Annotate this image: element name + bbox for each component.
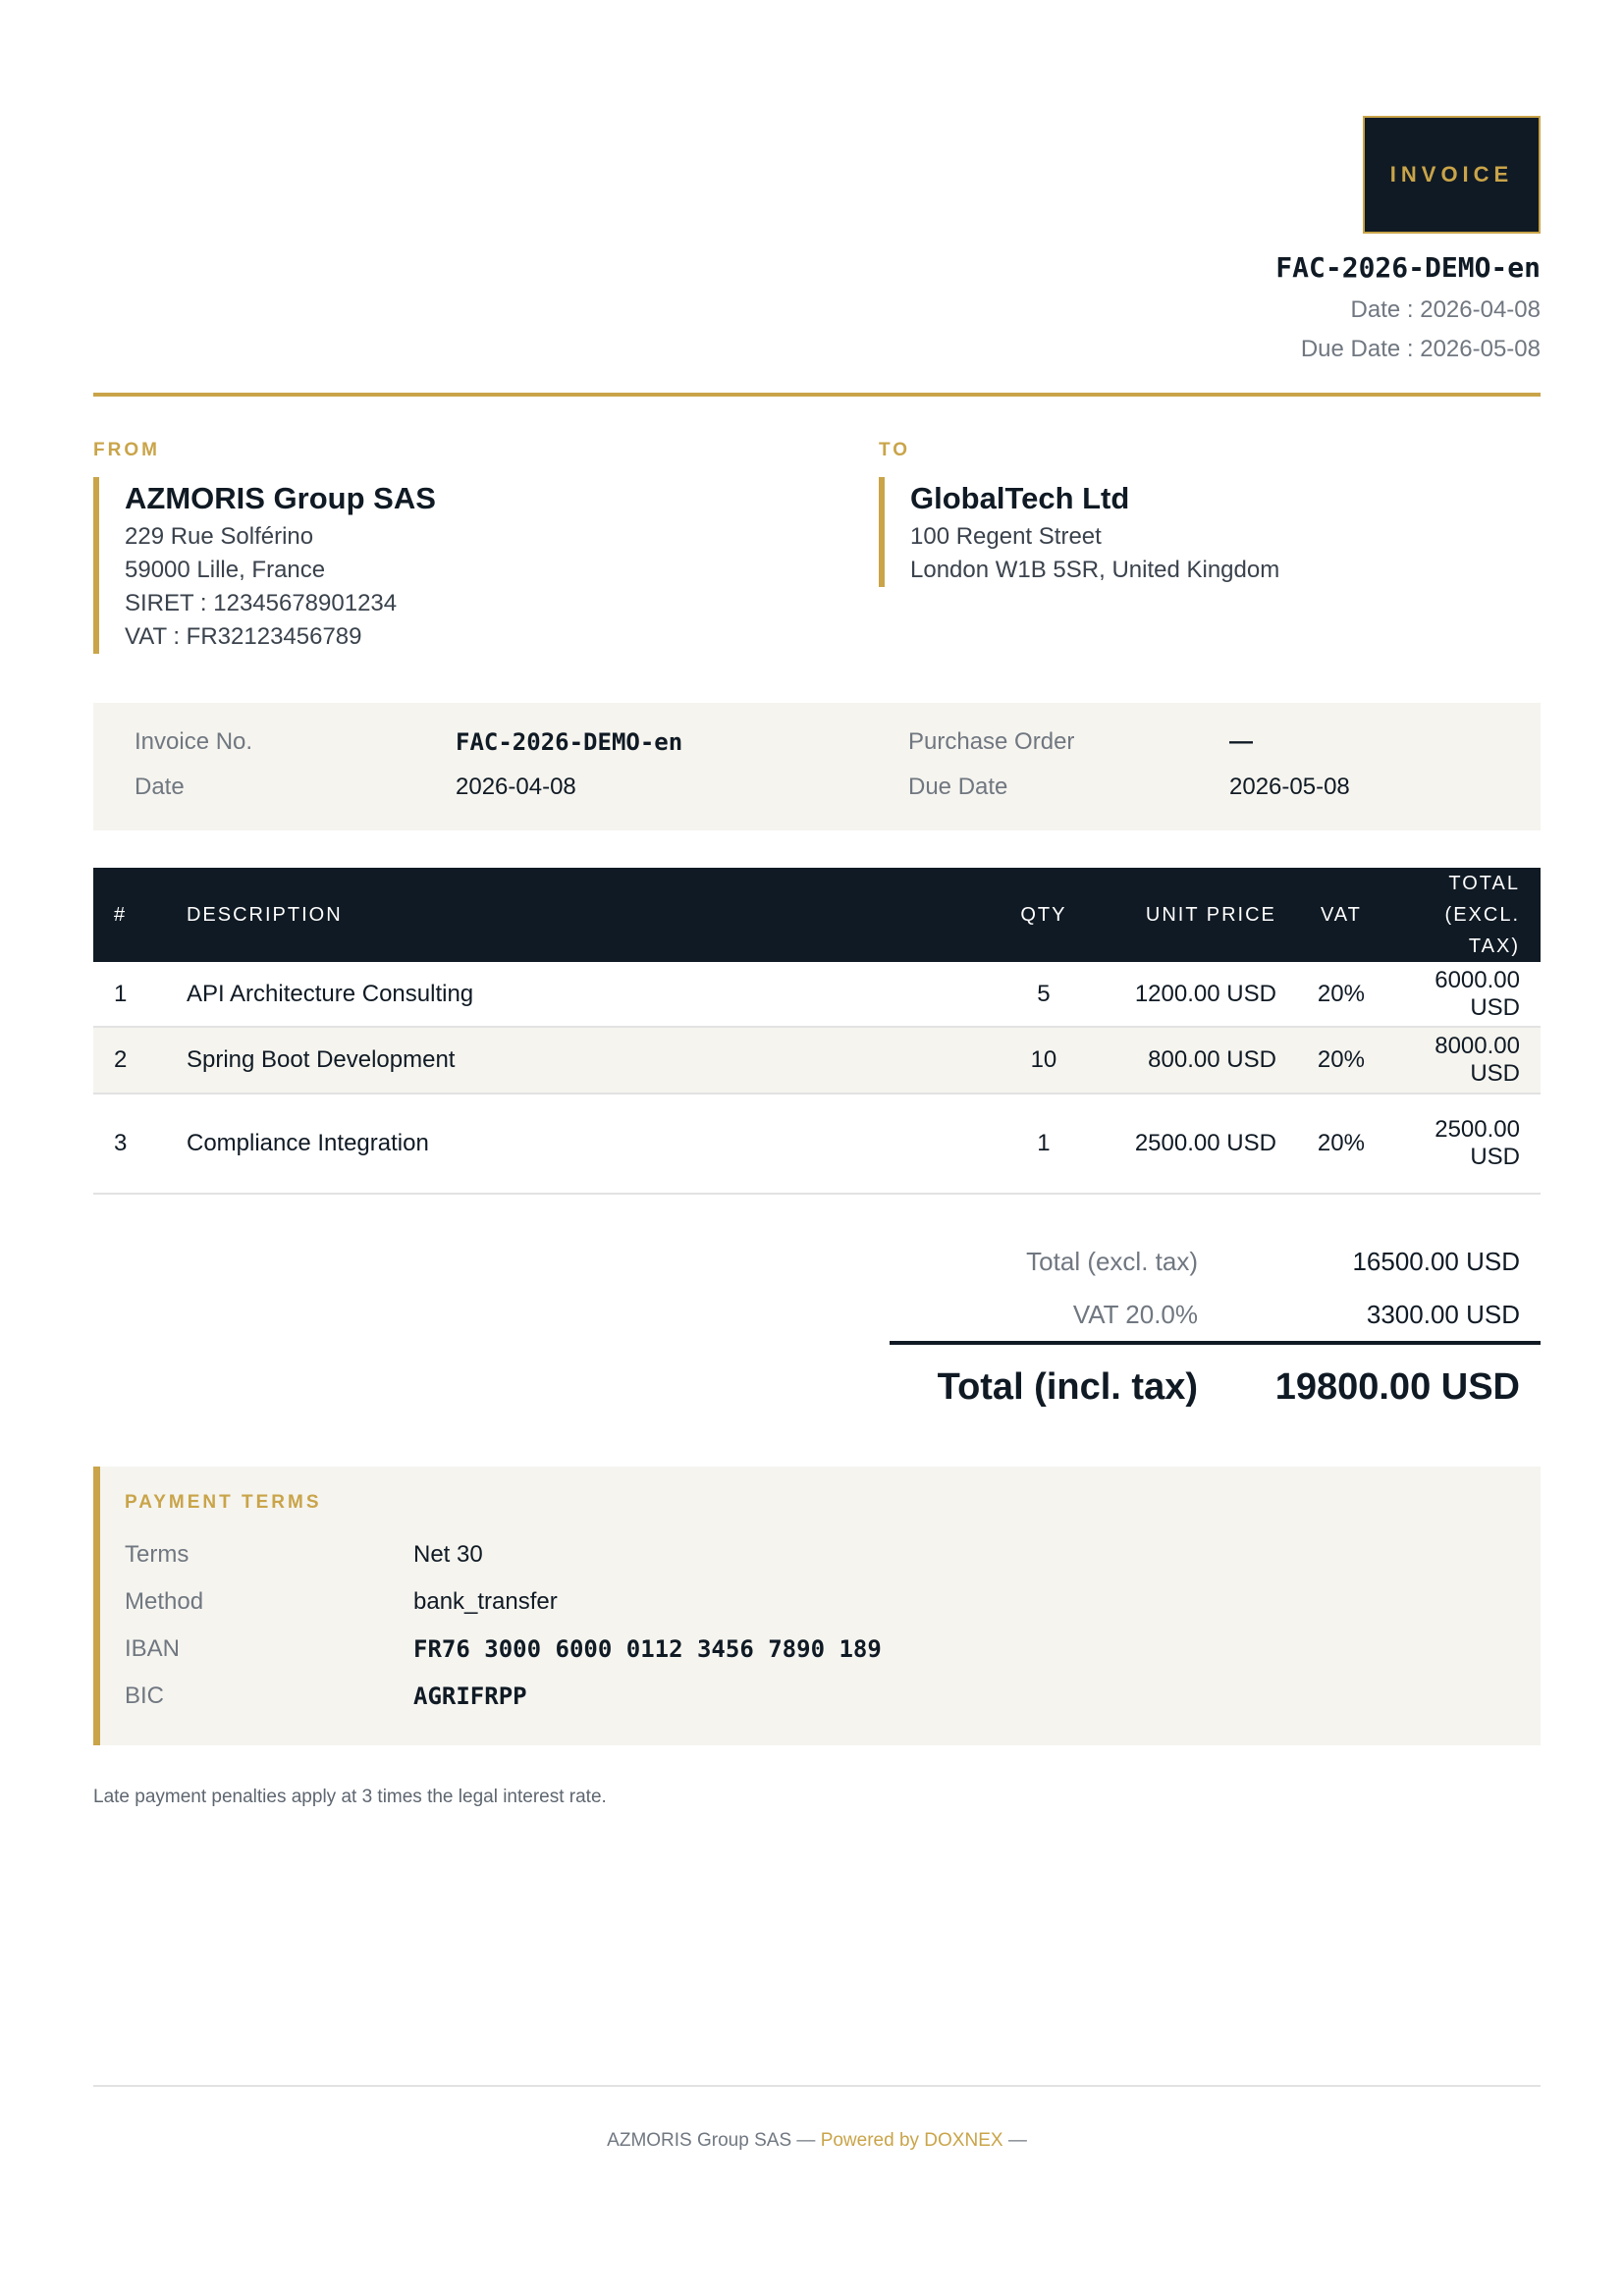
row-unit-price: 800.00 USD bbox=[1091, 1027, 1297, 1094]
table-row bbox=[93, 1094, 1541, 1194]
table-row bbox=[93, 962, 1541, 1027]
row-number: 1 bbox=[93, 962, 166, 1027]
subtotal-value: 16500.00 USD bbox=[1352, 1247, 1520, 1276]
bic-label: BIC bbox=[125, 1682, 165, 1709]
footer-company: AZMORIS Group SAS — bbox=[607, 2130, 816, 2151]
row-vat: 20% bbox=[1297, 1094, 1385, 1194]
row-unit-price: 1200.00 USD bbox=[1091, 962, 1297, 1027]
terms-value: Net 30 bbox=[413, 1541, 483, 1568]
vat-total-value: 3300.00 USD bbox=[1366, 1300, 1520, 1329]
from-siret: SIRET : 12345678901234 bbox=[125, 590, 398, 616]
row-total: 2500.00 USD bbox=[1385, 1094, 1541, 1194]
iban-value: FR76 3000 6000 0112 3456 7890 189 bbox=[413, 1635, 882, 1663]
footer-powered-link[interactable]: Powered by DOXNEX bbox=[820, 2130, 1003, 2151]
invoice-logo-box bbox=[1363, 116, 1541, 234]
invoice-page bbox=[93, 0, 1541, 2296]
subtotal-label: Total (excl. tax) bbox=[1026, 1247, 1198, 1276]
meta-invoice-no-label: Invoice No. bbox=[135, 728, 253, 755]
meta-date: 2026-04-08 bbox=[456, 774, 576, 800]
meta-due-label: Due Date bbox=[908, 774, 1008, 800]
from-company-name: AZMORIS Group SAS bbox=[125, 481, 436, 515]
row-number: 3 bbox=[93, 1094, 166, 1194]
to-label: TO bbox=[879, 440, 911, 460]
bic-value: AGRIFRPP bbox=[413, 1682, 527, 1710]
footer-divider bbox=[93, 2085, 1541, 2087]
grand-total-label: Total (incl. tax) bbox=[937, 1366, 1198, 1408]
method-value: bank_transfer bbox=[413, 1588, 558, 1615]
header-invoice-number: FAC-2026-DEMO-en bbox=[1275, 251, 1541, 284]
meta-po: — bbox=[1229, 728, 1253, 755]
to-company-name: GlobalTech Ltd bbox=[910, 481, 1130, 515]
header-date: Date : 2026-04-08 bbox=[1350, 296, 1541, 323]
meta-date-label: Date bbox=[135, 774, 185, 800]
row-description: Compliance Integration bbox=[166, 1094, 997, 1194]
from-label: FROM bbox=[93, 440, 160, 460]
footer bbox=[93, 2130, 1541, 2152]
to-city-line: London W1B 5SR, United Kingdom bbox=[910, 557, 1280, 583]
iban-label: IBAN bbox=[125, 1635, 181, 1662]
col-header-qty: QTY bbox=[997, 868, 1091, 962]
to-block bbox=[879, 440, 1566, 587]
line-items-table bbox=[93, 868, 1541, 1195]
terms-label: Terms bbox=[125, 1541, 189, 1568]
meta-due: 2026-05-08 bbox=[1229, 774, 1350, 800]
col-header-unit-price: UNIT PRICE bbox=[1091, 868, 1297, 962]
col-header-number: # bbox=[93, 868, 166, 962]
vat-total-label: VAT 20.0% bbox=[1072, 1300, 1198, 1329]
col-header-vat: VAT bbox=[1297, 868, 1385, 962]
meta-po-label: Purchase Order bbox=[908, 728, 1075, 755]
header-divider bbox=[93, 393, 1541, 397]
row-unit-price: 2500.00 USD bbox=[1091, 1094, 1297, 1194]
method-label: Method bbox=[125, 1588, 204, 1615]
payment-terms-title: PAYMENT TERMS bbox=[125, 1492, 322, 1513]
invoice-meta-box bbox=[93, 703, 1541, 830]
row-qty: 5 bbox=[997, 962, 1091, 1027]
from-vat: VAT : FR32123456789 bbox=[125, 623, 362, 650]
to-body bbox=[879, 477, 1566, 587]
logo-text: INVOICE bbox=[1389, 162, 1514, 187]
to-address-line: 100 Regent Street bbox=[910, 523, 1102, 550]
from-block bbox=[93, 440, 781, 654]
table-header-row bbox=[93, 868, 1541, 962]
from-address-line: 229 Rue Solférino bbox=[125, 523, 314, 550]
row-total: 6000.00 USD bbox=[1385, 962, 1541, 1027]
table-row bbox=[93, 1027, 1541, 1094]
grand-total-value: 19800.00 USD bbox=[1274, 1366, 1520, 1408]
payment-terms-box bbox=[93, 1467, 1541, 1745]
totals-divider bbox=[890, 1341, 1541, 1345]
row-description: API Architecture Consulting bbox=[166, 962, 997, 1027]
row-vat: 20% bbox=[1297, 1027, 1385, 1094]
row-qty: 1 bbox=[997, 1094, 1091, 1194]
row-description: Spring Boot Development bbox=[166, 1027, 997, 1094]
col-header-description: DESCRIPTION bbox=[166, 868, 997, 962]
row-qty: 10 bbox=[997, 1027, 1091, 1094]
header-due-date: Due Date : 2026-05-08 bbox=[1300, 336, 1541, 362]
col-header-total: TOTAL (EXCL. TAX) bbox=[1385, 868, 1541, 962]
row-total: 8000.00 USD bbox=[1385, 1027, 1541, 1094]
from-body bbox=[93, 477, 781, 654]
footer-dash: — bbox=[1007, 2130, 1027, 2151]
row-vat: 20% bbox=[1297, 962, 1385, 1027]
from-city-line: 59000 Lille, France bbox=[125, 557, 326, 583]
meta-invoice-no: FAC-2026-DEMO-en bbox=[456, 728, 683, 756]
row-number: 2 bbox=[93, 1027, 166, 1094]
late-payment-note: Late payment penalties apply at 3 times the legal interest rate. bbox=[93, 1787, 607, 1807]
